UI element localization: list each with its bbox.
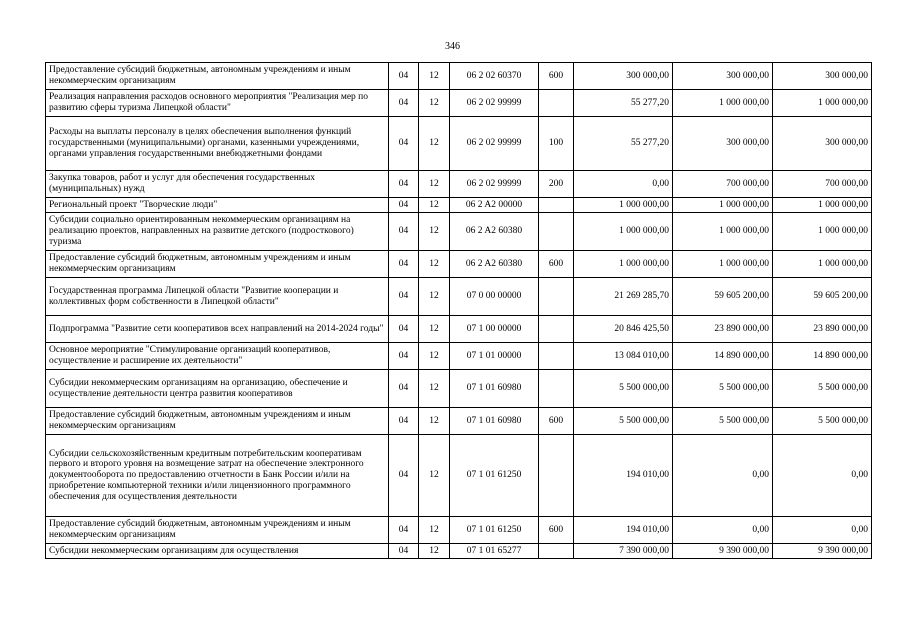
cell-expense-type [539, 90, 574, 117]
cell-subsection: 12 [419, 408, 450, 435]
cell-amount-1: 13 084 010,00 [574, 343, 673, 370]
cell-amount-3: 23 890 000,00 [773, 316, 872, 343]
cell-subsection: 12 [419, 117, 450, 171]
table-row [46, 408, 872, 435]
cell-name: Основное мероприятие "Стимулирование организаций кооперативов, осуществление и расширение их деятельности" [46, 343, 389, 370]
cell-subsection: 12 [419, 370, 450, 408]
cell-expense-type [539, 213, 574, 251]
cell-target-code: 06 2 A2 60380 [450, 251, 539, 278]
cell-amount-1: 194 010,00 [574, 517, 673, 544]
cell-target-code: 07 0 00 00000 [450, 278, 539, 316]
cell-section: 04 [389, 408, 419, 435]
budget-table [45, 62, 872, 559]
cell-section: 04 [389, 343, 419, 370]
cell-amount-2: 300 000,00 [673, 117, 773, 171]
cell-section: 04 [389, 517, 419, 544]
cell-amount-2: 1 000 000,00 [673, 198, 773, 213]
table-row [46, 517, 872, 544]
cell-amount-1: 1 000 000,00 [574, 251, 673, 278]
cell-amount-1: 1 000 000,00 [574, 213, 673, 251]
cell-section: 04 [389, 63, 419, 90]
cell-amount-1: 5 500 000,00 [574, 408, 673, 435]
cell-target-code: 07 1 01 61250 [450, 435, 539, 517]
cell-section: 04 [389, 435, 419, 517]
cell-expense-type: 600 [539, 408, 574, 435]
cell-target-code: 06 2 02 99999 [450, 90, 539, 117]
cell-expense-type [539, 316, 574, 343]
cell-target-code: 07 1 01 00000 [450, 343, 539, 370]
cell-subsection: 12 [419, 251, 450, 278]
cell-amount-1: 300 000,00 [574, 63, 673, 90]
table-row [46, 370, 872, 408]
cell-target-code: 07 1 01 60980 [450, 408, 539, 435]
cell-amount-2: 5 500 000,00 [673, 408, 773, 435]
cell-amount-1: 7 390 000,00 [574, 544, 673, 559]
cell-subsection: 12 [419, 517, 450, 544]
table-row [46, 343, 872, 370]
cell-amount-2: 59 605 200,00 [673, 278, 773, 316]
cell-amount-3: 300 000,00 [773, 117, 872, 171]
cell-target-code: 07 1 01 65277 [450, 544, 539, 559]
cell-name: Предоставление субсидий бюджетным, автономным учреждениям и иным некоммерческим организациям [46, 517, 389, 544]
cell-name: Региональный проект "Творческие люди" [46, 198, 389, 213]
cell-name: Расходы на выплаты персоналу в целях обеспечения выполнения функций государственными (муниципальными) органами, казенными учреждениями, органами управления государственными внебюджетными фондами [46, 117, 389, 171]
table-row [46, 435, 872, 517]
table-row [46, 63, 872, 90]
cell-amount-1: 194 010,00 [574, 435, 673, 517]
cell-amount-2: 9 390 000,00 [673, 544, 773, 559]
cell-name: Предоставление субсидий бюджетным, автономным учреждениям и иным некоммерческим организациям [46, 63, 389, 90]
cell-subsection: 12 [419, 278, 450, 316]
cell-amount-3: 14 890 000,00 [773, 343, 872, 370]
cell-amount-2: 23 890 000,00 [673, 316, 773, 343]
cell-amount-2: 0,00 [673, 435, 773, 517]
cell-expense-type [539, 198, 574, 213]
cell-target-code: 07 1 00 00000 [450, 316, 539, 343]
cell-section: 04 [389, 251, 419, 278]
cell-amount-2: 1 000 000,00 [673, 251, 773, 278]
cell-subsection: 12 [419, 316, 450, 343]
cell-amount-3: 0,00 [773, 517, 872, 544]
cell-amount-3: 5 500 000,00 [773, 408, 872, 435]
cell-target-code: 07 1 01 60980 [450, 370, 539, 408]
cell-target-code: 06 2 02 99999 [450, 117, 539, 171]
page-number: 346 [445, 41, 460, 52]
cell-subsection: 12 [419, 63, 450, 90]
cell-expense-type: 600 [539, 251, 574, 278]
cell-amount-1: 0,00 [574, 171, 673, 198]
cell-expense-type [539, 544, 574, 559]
table-row [46, 278, 872, 316]
cell-expense-type: 600 [539, 63, 574, 90]
cell-section: 04 [389, 117, 419, 171]
cell-subsection: 12 [419, 213, 450, 251]
cell-subsection: 12 [419, 198, 450, 213]
cell-amount-1: 21 269 285,70 [574, 278, 673, 316]
cell-name: Субсидии сельскохозяйственным кредитным потребительским кооперативам первого и второго уровня на возмещение затрат на обеспечение электронного документооборота по предоставлению отчетности в Банк России и/или на приобретение компьютерной техники и/или лицензионного программного обеспечения для осуществления деятельности [46, 435, 389, 517]
cell-amount-3: 1 000 000,00 [773, 90, 872, 117]
cell-subsection: 12 [419, 171, 450, 198]
cell-amount-3: 59 605 200,00 [773, 278, 872, 316]
cell-target-code: 06 2 A2 00000 [450, 198, 539, 213]
cell-amount-1: 55 277,20 [574, 90, 673, 117]
cell-amount-2: 5 500 000,00 [673, 370, 773, 408]
cell-amount-2: 0,00 [673, 517, 773, 544]
cell-expense-type [539, 278, 574, 316]
cell-expense-type: 600 [539, 517, 574, 544]
cell-name: Реализация направления расходов основного мероприятия "Реализация мер по развитию сферы туризма Липецкой области" [46, 90, 389, 117]
cell-name: Закупка товаров, работ и услуг для обеспечения государственных (муниципальных) нужд [46, 171, 389, 198]
cell-name: Субсидии некоммерческим организациям на организацию, обеспечение и осуществление деятельности центра развития кооперативов [46, 370, 389, 408]
cell-subsection: 12 [419, 343, 450, 370]
cell-section: 04 [389, 198, 419, 213]
table-row [46, 251, 872, 278]
table-row [46, 117, 872, 171]
table-row [46, 544, 872, 559]
cell-amount-3: 9 390 000,00 [773, 544, 872, 559]
cell-subsection: 12 [419, 435, 450, 517]
cell-section: 04 [389, 316, 419, 343]
cell-amount-1: 1 000 000,00 [574, 198, 673, 213]
cell-target-code: 06 2 02 60370 [450, 63, 539, 90]
cell-amount-3: 1 000 000,00 [773, 251, 872, 278]
table-row [46, 90, 872, 117]
table-row [46, 316, 872, 343]
cell-amount-1: 55 277,20 [574, 117, 673, 171]
cell-expense-type [539, 343, 574, 370]
cell-name: Предоставление субсидий бюджетным, автономным учреждениям и иным некоммерческим организациям [46, 408, 389, 435]
cell-amount-3: 300 000,00 [773, 63, 872, 90]
cell-expense-type: 200 [539, 171, 574, 198]
cell-amount-2: 300 000,00 [673, 63, 773, 90]
cell-amount-3: 700 000,00 [773, 171, 872, 198]
cell-section: 04 [389, 370, 419, 408]
cell-name: Субсидии некоммерческим организациям для осуществления [46, 544, 389, 559]
cell-section: 04 [389, 544, 419, 559]
cell-amount-1: 20 846 425,50 [574, 316, 673, 343]
cell-amount-2: 14 890 000,00 [673, 343, 773, 370]
cell-amount-2: 700 000,00 [673, 171, 773, 198]
cell-target-code: 07 1 01 61250 [450, 517, 539, 544]
cell-name: Предоставление субсидий бюджетным, автономным учреждениям и иным некоммерческим организациям [46, 251, 389, 278]
cell-amount-3: 1 000 000,00 [773, 213, 872, 251]
cell-amount-3: 5 500 000,00 [773, 370, 872, 408]
cell-section: 04 [389, 278, 419, 316]
cell-amount-2: 1 000 000,00 [673, 90, 773, 117]
cell-amount-3: 1 000 000,00 [773, 198, 872, 213]
cell-amount-2: 1 000 000,00 [673, 213, 773, 251]
table-row [46, 198, 872, 213]
table-row [46, 213, 872, 251]
cell-subsection: 12 [419, 90, 450, 117]
cell-section: 04 [389, 213, 419, 251]
cell-name: Подпрограмма "Развитие сети кооперативов всех направлений на 2014-2024 годы" [46, 316, 389, 343]
budget-table-body [46, 63, 872, 559]
cell-section: 04 [389, 90, 419, 117]
cell-section: 04 [389, 171, 419, 198]
cell-name: Государственная программа Липецкой области "Развитие кооперации и коллективных форм собственности в Липецкой области" [46, 278, 389, 316]
cell-expense-type [539, 370, 574, 408]
cell-subsection: 12 [419, 544, 450, 559]
cell-name: Субсидии социально ориентированным некоммерческим организациям на реализацию проектов, направленных на развитие детского (подросткового) туризма [46, 213, 389, 251]
table-row [46, 171, 872, 198]
cell-amount-1: 5 500 000,00 [574, 370, 673, 408]
cell-expense-type [539, 435, 574, 517]
cell-target-code: 06 2 02 99999 [450, 171, 539, 198]
cell-expense-type: 100 [539, 117, 574, 171]
cell-amount-3: 0,00 [773, 435, 872, 517]
cell-target-code: 06 2 A2 60380 [450, 213, 539, 251]
